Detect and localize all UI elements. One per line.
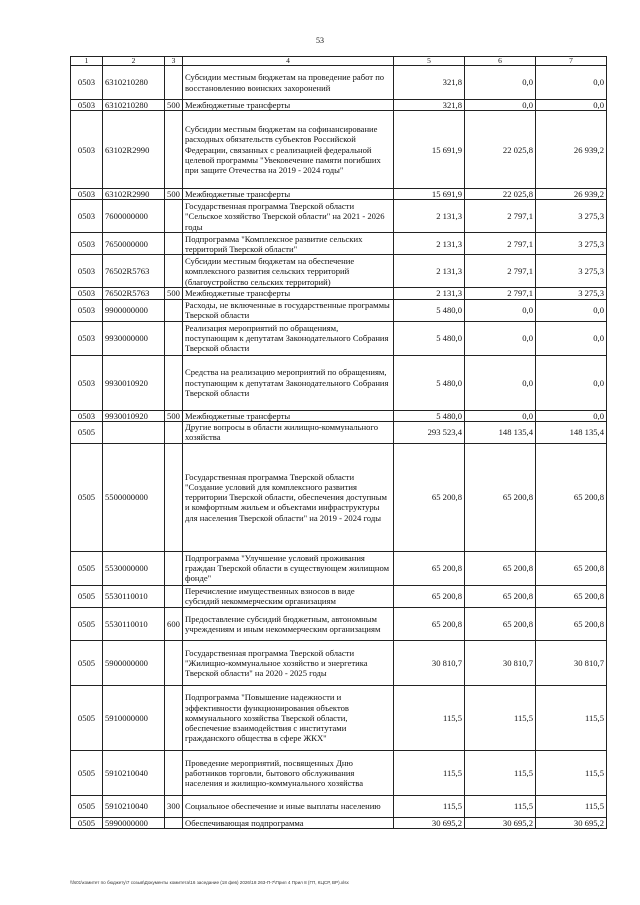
table-cell-c3 <box>165 111 183 189</box>
table-row <box>71 200 607 233</box>
table-cell-c3: 300 <box>165 795 183 817</box>
table-cell-c5: 115,5 <box>394 685 465 750</box>
table-cell-c1: 0503 <box>71 233 103 255</box>
header-cell: 7 <box>536 57 607 66</box>
table-cell-c4: Межбюджетные трансферты <box>183 100 394 111</box>
table-cell-c1: 0503 <box>71 321 103 355</box>
table-cell-c6: 115,5 <box>465 685 536 750</box>
table-cell-c5: 5 480,0 <box>394 410 465 421</box>
table-row <box>71 299 607 321</box>
table-cell-c1: 0505 <box>71 640 103 685</box>
table-cell-c1: 0503 <box>71 355 103 410</box>
table-cell-c5: 15 691,9 <box>394 111 465 189</box>
table-cell-c6: 2 797,1 <box>465 255 536 288</box>
table-cell-c1: 0503 <box>71 288 103 299</box>
table-cell-c5: 321,8 <box>394 66 465 100</box>
table-cell-c7: 115,5 <box>536 685 607 750</box>
table-cell-c4: Проведение мероприятий, посвященных Дню работников торговли, бытового обслуживания населения и жилищно-коммунального хозяйства <box>183 750 394 795</box>
table-cell-c4: Расходы, не включенные в государственные программы Тверской области <box>183 299 394 321</box>
table-cell-c4: Средства на реализацию мероприятий по обращениям, поступающим к депутатам Законодательного Собрания Тверской области <box>183 355 394 410</box>
table-cell-c3 <box>165 551 183 585</box>
table-cell-c1: 0505 <box>71 443 103 551</box>
table-cell-c6: 65 200,8 <box>465 607 536 640</box>
table-cell-c5: 5 480,0 <box>394 299 465 321</box>
table-cell-c7: 30 695,2 <box>536 817 607 828</box>
table-row <box>71 255 607 288</box>
table-cell-c7: 0,0 <box>536 321 607 355</box>
table-cell-c7: 65 200,8 <box>536 607 607 640</box>
file-path-footer: \\fs01\комитет по бюджету\7 созыв\Документы комитета\16 заседание (18 фев) 2026\18 263-П-7\Прил 4 Прил 8 (ГП, КЦСР, ВР).xlsx <box>70 880 349 885</box>
page-number: 53 <box>316 36 324 45</box>
table-cell-c7: 26 939,2 <box>536 189 607 200</box>
table-cell-c1: 0503 <box>71 66 103 100</box>
table-cell-c3: 500 <box>165 288 183 299</box>
table-cell-c7: 3 275,3 <box>536 255 607 288</box>
table-cell-c6: 0,0 <box>465 299 536 321</box>
table-row <box>71 410 607 421</box>
table-cell-c2: 6310210280 <box>103 66 165 100</box>
table-row <box>71 321 607 355</box>
table-cell-c5: 5 480,0 <box>394 355 465 410</box>
table-cell-c1: 0505 <box>71 685 103 750</box>
table-cell-c5: 115,5 <box>394 795 465 817</box>
table-cell-c4: Государственная программа Тверской области "Создание условий для комплексного развития территории Тверской области, обеспечения доступным и комфортным жильем и объектами инфраструктуры для населения Тверской области" на 2019 - 2024 годы <box>183 443 394 551</box>
table-cell-c2: 5990000000 <box>103 817 165 828</box>
table-cell-c3 <box>165 321 183 355</box>
table-row <box>71 640 607 685</box>
table-cell-c7: 65 200,8 <box>536 585 607 607</box>
table-row <box>71 288 607 299</box>
table-cell-c6: 22 025,8 <box>465 111 536 189</box>
table-cell-c2: 7600000000 <box>103 200 165 233</box>
table-cell-c3: 500 <box>165 410 183 421</box>
table-cell-c2: 9900000000 <box>103 299 165 321</box>
table-cell-c3: 500 <box>165 100 183 111</box>
table-cell-c4: Субсидии местным бюджетам на проведение работ по восстановлению воинских захоронений <box>183 66 394 100</box>
table-row <box>71 685 607 750</box>
table-cell-c3: 500 <box>165 189 183 200</box>
table-cell-c2: 9930010920 <box>103 410 165 421</box>
table-cell-c4: Подпрограмма "Комплексное развитие сельских территорий Тверской области" <box>183 233 394 255</box>
table-cell-c5: 5 480,0 <box>394 321 465 355</box>
table-cell-c2: 5500000000 <box>103 443 165 551</box>
table-row <box>71 66 607 100</box>
table-cell-c7: 0,0 <box>536 100 607 111</box>
table-cell-c6: 30 810,7 <box>465 640 536 685</box>
table-row <box>71 607 607 640</box>
table-cell-c2: 9930010920 <box>103 355 165 410</box>
table-cell-c4: Реализация мероприятий по обращениям, поступающим к депутатам Законодательного Собрания Тверской области <box>183 321 394 355</box>
table-cell-c4: Межбюджетные трансферты <box>183 288 394 299</box>
table-row <box>71 233 607 255</box>
table-cell-c2: 5530110010 <box>103 585 165 607</box>
table-cell-c2: 5900000000 <box>103 640 165 685</box>
table-cell-c1: 0503 <box>71 200 103 233</box>
table-cell-c1: 0505 <box>71 795 103 817</box>
table-cell-c5: 65 200,8 <box>394 585 465 607</box>
header-cell: 2 <box>103 57 165 66</box>
header-cell: 6 <box>465 57 536 66</box>
table-cell-c2: 7650000000 <box>103 233 165 255</box>
header-cell: 4 <box>183 57 394 66</box>
table-cell-c1: 0503 <box>71 410 103 421</box>
table-cell-c4: Социальное обеспечение и иные выплаты населению <box>183 795 394 817</box>
table-cell-c2: 63102R2990 <box>103 111 165 189</box>
table-cell-c6: 148 135,4 <box>465 421 536 443</box>
table-cell-c3 <box>165 421 183 443</box>
table-cell-c5: 2 131,3 <box>394 255 465 288</box>
table-cell-c7: 115,5 <box>536 795 607 817</box>
table-cell-c1: 0503 <box>71 299 103 321</box>
table-cell-c2: 5910210040 <box>103 795 165 817</box>
table-cell-c4: Государственная программа Тверской области "Сельское хозяйство Тверской области" на 2021 - 2026 годы <box>183 200 394 233</box>
header-cell: 3 <box>165 57 183 66</box>
table-cell-c7: 65 200,8 <box>536 443 607 551</box>
table-cell-c5: 293 523,4 <box>394 421 465 443</box>
table-cell-c7: 26 939,2 <box>536 111 607 189</box>
table-cell-c5: 2 131,3 <box>394 200 465 233</box>
table-cell-c4: Подпрограмма "Повышение надежности и эффективности функционирования объектов коммунального хозяйства Тверской области, обеспечение взаимодействия с институтами гражданского общества в сфере ЖКХ" <box>183 685 394 750</box>
table-row <box>71 795 607 817</box>
table-cell-c3 <box>165 66 183 100</box>
table-cell-c1: 0503 <box>71 255 103 288</box>
table-cell-c5: 65 200,8 <box>394 607 465 640</box>
table-cell-c3 <box>165 355 183 410</box>
table-row <box>71 355 607 410</box>
table-cell-c6: 2 797,1 <box>465 288 536 299</box>
table-cell-c2: 5530000000 <box>103 551 165 585</box>
table-cell-c5: 115,5 <box>394 750 465 795</box>
table-cell-c4: Другие вопросы в области жилищно-коммунального хозяйства <box>183 421 394 443</box>
table-cell-c6: 0,0 <box>465 355 536 410</box>
table-cell-c1: 0505 <box>71 750 103 795</box>
table-cell-c2: 6310210280 <box>103 100 165 111</box>
table-cell-c3 <box>165 640 183 685</box>
table-cell-c1: 0505 <box>71 817 103 828</box>
table-cell-c5: 2 131,3 <box>394 288 465 299</box>
table-cell-c4: Государственная программа Тверской области "Жилищно-коммунальное хозяйство и энергетика Тверской области" на 2020 - 2025 годы <box>183 640 394 685</box>
table-cell-c4: Субсидии местным бюджетам на софинансирование расходных обязательств субъектов Российской Федерации, связанных с реализацией федеральной целевой программы "Увековечение памяти погибших при защите Отечества на 2019 - 2024 годы" <box>183 111 394 189</box>
table-cell-c1: 0505 <box>71 551 103 585</box>
table-cell-c6: 0,0 <box>465 66 536 100</box>
table-cell-c2: 76502R5763 <box>103 288 165 299</box>
table-cell-c7: 0,0 <box>536 299 607 321</box>
table-row <box>71 111 607 189</box>
table-cell-c7: 3 275,3 <box>536 233 607 255</box>
table-cell-c5: 65 200,8 <box>394 551 465 585</box>
table-row <box>71 100 607 111</box>
table-cell-c3: 600 <box>165 607 183 640</box>
table-cell-c4: Предоставление субсидий бюджетным, автономным учреждениям и иным некоммерческим организациям <box>183 607 394 640</box>
table-cell-c2: 63102R2990 <box>103 189 165 200</box>
table-cell-c7: 0,0 <box>536 410 607 421</box>
table-cell-c2: 5530110010 <box>103 607 165 640</box>
table-cell-c4: Перечисление имущественных взносов в виде субсидий некоммерческим организациям <box>183 585 394 607</box>
table-cell-c4: Обеспечивающая подпрограмма <box>183 817 394 828</box>
table-cell-c7: 3 275,3 <box>536 288 607 299</box>
table-cell-c5: 30 810,7 <box>394 640 465 685</box>
table-cell-c6: 115,5 <box>465 795 536 817</box>
table-cell-c4: Субсидии местным бюджетам на обеспечение комплексного развития сельских территорий (благоустройство сельских территорий) <box>183 255 394 288</box>
table-cell-c7: 65 200,8 <box>536 551 607 585</box>
table-cell-c1: 0505 <box>71 585 103 607</box>
table-cell-c4: Межбюджетные трансферты <box>183 189 394 200</box>
table-cell-c2 <box>103 421 165 443</box>
table-cell-c2: 5910000000 <box>103 685 165 750</box>
table-cell-c3 <box>165 255 183 288</box>
table-cell-c3 <box>165 685 183 750</box>
table-cell-c3 <box>165 750 183 795</box>
table-cell-c3 <box>165 585 183 607</box>
table-cell-c6: 0,0 <box>465 321 536 355</box>
header-cell: 5 <box>394 57 465 66</box>
table-cell-c4: Подпрограмма "Улучшение условий проживания граждан Тверской области в существующем жилищном фонде" <box>183 551 394 585</box>
table-cell-c6: 115,5 <box>465 750 536 795</box>
table-row <box>71 817 607 828</box>
table-cell-c4: Межбюджетные трансферты <box>183 410 394 421</box>
table-cell-c3 <box>165 817 183 828</box>
table-cell-c7: 3 275,3 <box>536 200 607 233</box>
table-cell-c6: 0,0 <box>465 100 536 111</box>
table-cell-c1: 0503 <box>71 111 103 189</box>
table-cell-c3 <box>165 200 183 233</box>
table-cell-c7: 115,5 <box>536 750 607 795</box>
table-cell-c3 <box>165 299 183 321</box>
table-row <box>71 443 607 551</box>
table-cell-c5: 321,8 <box>394 100 465 111</box>
table-cell-c6: 0,0 <box>465 410 536 421</box>
table-cell-c1: 0503 <box>71 100 103 111</box>
table-row <box>71 585 607 607</box>
table-cell-c7: 0,0 <box>536 355 607 410</box>
header-row <box>71 57 607 66</box>
table-cell-c3 <box>165 233 183 255</box>
table-cell-c6: 22 025,8 <box>465 189 536 200</box>
table-cell-c5: 30 695,2 <box>394 817 465 828</box>
table-cell-c7: 148 135,4 <box>536 421 607 443</box>
table-cell-c6: 65 200,8 <box>465 551 536 585</box>
table-cell-c1: 0503 <box>71 189 103 200</box>
table-cell-c2: 5910210040 <box>103 750 165 795</box>
table-cell-c2: 76502R5763 <box>103 255 165 288</box>
table-cell-c2: 9930000000 <box>103 321 165 355</box>
table-cell-c6: 65 200,8 <box>465 443 536 551</box>
table-cell-c5: 2 131,3 <box>394 233 465 255</box>
table-row <box>71 421 607 443</box>
table-cell-c6: 30 695,2 <box>465 817 536 828</box>
table-cell-c3 <box>165 443 183 551</box>
table-cell-c7: 30 810,7 <box>536 640 607 685</box>
table-cell-c5: 65 200,8 <box>394 443 465 551</box>
table-row <box>71 750 607 795</box>
table-cell-c6: 2 797,1 <box>465 200 536 233</box>
table-cell-c6: 2 797,1 <box>465 233 536 255</box>
table-cell-c6: 65 200,8 <box>465 585 536 607</box>
table-cell-c7: 0,0 <box>536 66 607 100</box>
header-cell: 1 <box>71 57 103 66</box>
table-row <box>71 189 607 200</box>
table-cell-c1: 0505 <box>71 607 103 640</box>
table-cell-c5: 15 691,9 <box>394 189 465 200</box>
table-row <box>71 551 607 585</box>
table-cell-c1: 0505 <box>71 421 103 443</box>
budget-table <box>70 56 607 829</box>
